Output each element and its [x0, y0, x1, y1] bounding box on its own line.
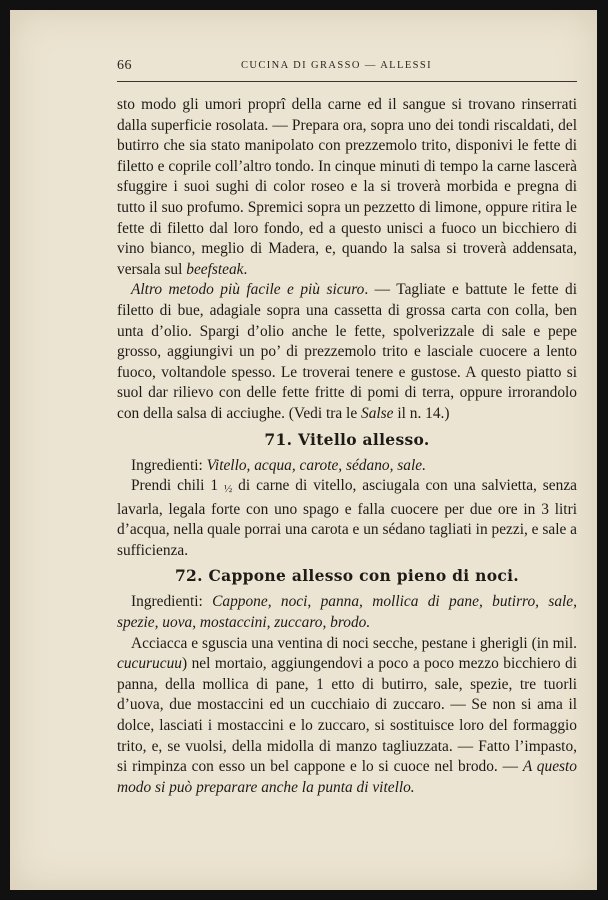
emphasis: beefsteak	[186, 260, 244, 278]
fraction: ½	[224, 483, 233, 496]
book-page	[10, 10, 597, 890]
emphasis: Altro metodo più facile e più sicuro	[131, 281, 365, 299]
header-rule	[117, 81, 577, 82]
running-head	[117, 58, 577, 78]
emphasis: cucurucuu	[117, 655, 182, 673]
recipe-heading-71: 71. Vitello allesso.	[264, 429, 430, 449]
ingredients-71: Ingredienti: Vitello, acqua, carote, sédano, sale.	[131, 456, 426, 474]
recipe-text-72: Acciacca e sguscia una ventina di noci secche, pestane i gherigli (in mil. cucurucuu) nel mortaio, aggiungendovi a poco a poco mezzo bicchiero di panna, della mollica di pane, 1 etto di butirro, sale, spezie, tre tuorli d’uova, due mostaccini ed un cucchiaio di zuccaro. — Se non si ama il dolce, lasciati i mostaccini e lo zuccaro, si sostituisce loro del formaggio trito, e, se vuolsi, della midolla di manzo tagliuzzata. — Fatto l’impasto, si rimpinza con esso un bel cappone e lo si cuoce nel brodo. — A questo modo si può preparare anche la punta di vitello.	[117, 634, 577, 796]
recipe-text-71: Prendi chili 1 ½ di carne di vitello, asciugala con una salvietta, senza lavarla, legala forte con uno spago e falla cuocere per due ore in 3 litri d’acqua, nella quale porrai una carota e un sédano tagliati in pezzi, e sale a sufficienza.	[117, 477, 577, 559]
recipe-heading-72: 72. Cappone allesso con pieno di noci.	[174, 566, 520, 586]
running-title: CUCINA DI GRASSO — ALLESSI	[241, 60, 433, 71]
emphasis: A questo modo si può preparare anche la punta di vitello.	[117, 758, 577, 796]
emphasis: Salse	[361, 404, 394, 422]
body-text	[117, 95, 577, 798]
ingredients-72: Ingredienti: Cappone, noci, panna, mollica di pane, butirro, sale, spezie, uova, mostaccini, zuccaro, brodo.	[117, 593, 577, 632]
page-number: 66	[117, 58, 132, 73]
paragraph-alt-method: Altro metodo più facile e più sicuro. — Tagliate e battute le fette di filetto di bue, adagiale sopra una cassetta di grossa carta con colla, ben unta d’olio. Spargi d’olio anche le fette, spolverizzale di sale e pepe grosso, aggiungivi un po’ di prezzemolo trito e lasciale cuocere a lento fuoco, voltandole spesso. Le troverai tenere e gustose. A questo piatto si suol dar rilievo con delle fette fritte di pomi di terra, oppure irrorandolo con della salsa di acciughe. (Vedi tra le Salse il n. 14.)	[117, 281, 577, 422]
paragraph-continuation: sto modo gli umori proprî della carne ed il sangue si trovano rinserrati dalla superficie rosolata. — Prepara ora, sopra uno dei tondi riscaldati, del butirro che sia stato manipolato con prezzemolo trito, disponivi le fette di filetto e coprile coll’altro tondo. In cinque minuti di tempo la carne lascerà sfuggire i suoi sughi di color roseo e la si troverà morbida e pregna di tutto il suo profumo. Spremici sopra un pezzetto di limone, oppure ritira le fette di filetto dal loro fondo, ed a questo unisci a fuoco un bicchiero di vino bianco, meglio di Madera, e, quando la salsa si troverà addensata, versala sul beefsteak.	[117, 96, 577, 278]
